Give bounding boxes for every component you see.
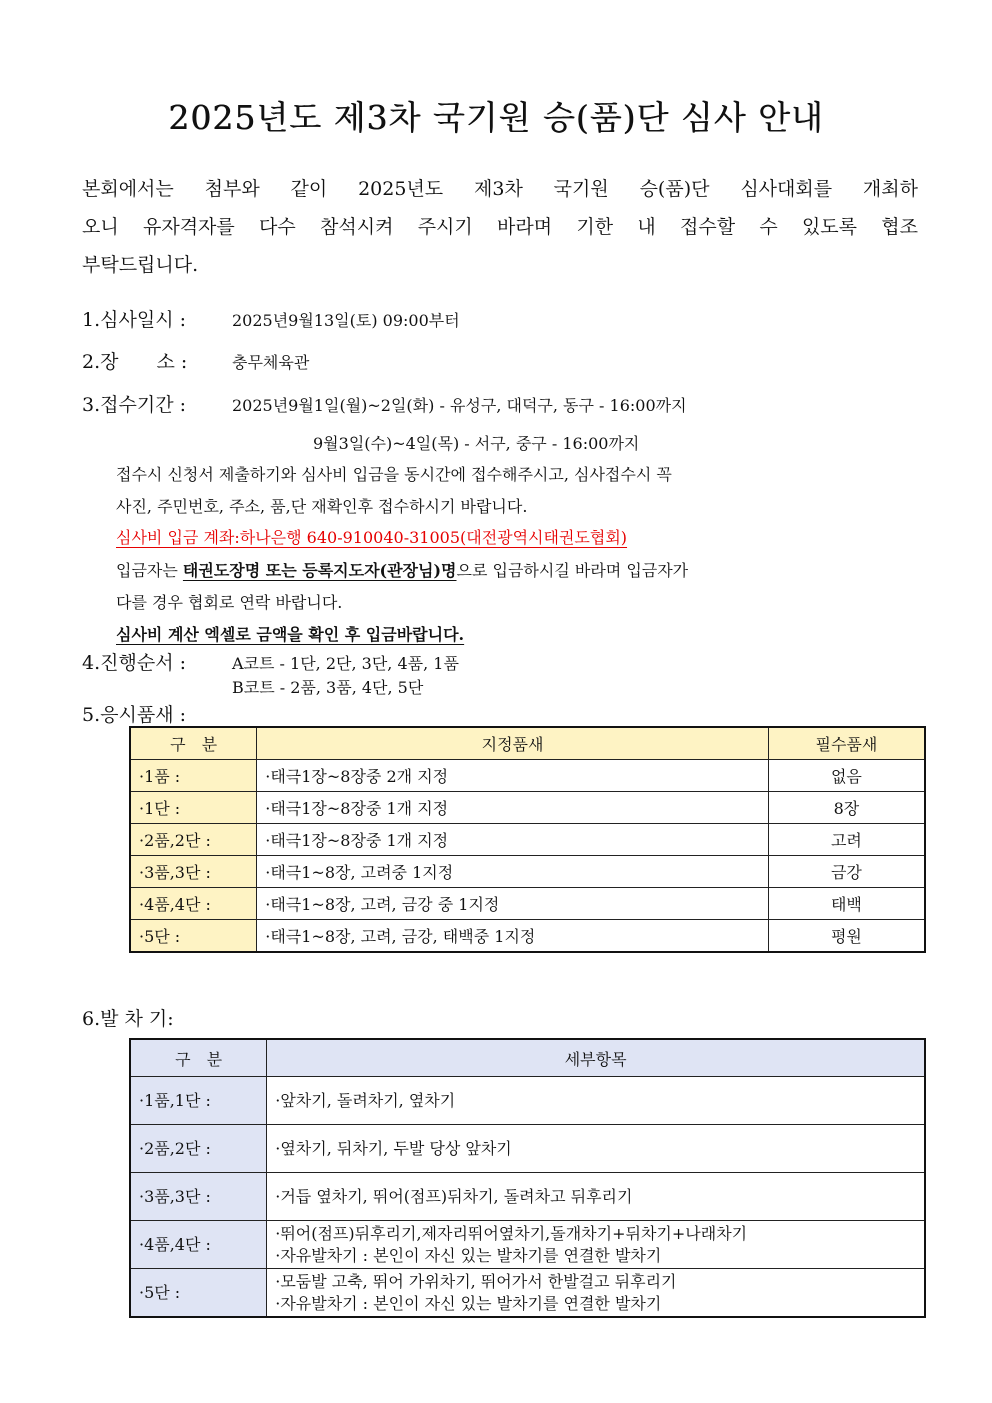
table-row [130, 1173, 925, 1221]
table-row [130, 1125, 925, 1173]
order-court-b: B코트 - 2품, 3품, 4단, 5단 [232, 678, 424, 697]
header-category: 구 분 [130, 1039, 267, 1077]
table-row [130, 1269, 925, 1318]
exam-date-row [82, 305, 460, 332]
intro-paragraph [82, 170, 918, 284]
row-details [267, 1125, 925, 1173]
poomsae-section-label: 5.응시품새 : [82, 704, 186, 726]
kick-section-label: 6.발 차 기: [82, 1008, 174, 1030]
row-designated: ·태극1장~8장중 1개 지정 [257, 824, 769, 856]
intro-line-1: 본회에서는 첨부와 같이 2025년도 제3차 국기원 승(품)단 심사대회를 개최하 [82, 178, 918, 200]
registration-period-2: 9월3일(수)~4일(목) - 서구, 중구 - 16:00까지 [313, 434, 640, 453]
row-required: 고려 [768, 824, 925, 856]
row-details [267, 1173, 925, 1221]
row-details [267, 1221, 925, 1269]
poomsae-table-header [130, 727, 925, 760]
depositor-notice [116, 558, 688, 581]
detail-line-2: ·자유발차기 : 본인이 자신 있는 발차기를 연결한 발차기 [275, 1245, 662, 1265]
row-designated: ·태극1~8장, 고려중 1지정 [257, 856, 769, 888]
registration-label: 3.접수기간 : [82, 394, 186, 416]
intro-line-2: 오니 유자격자를 다수 참석시켜 주시기 바라며 기한 내 접수할 수 있도록 협조 [82, 216, 918, 238]
table-row [130, 888, 925, 920]
header-designated: 지정품새 [257, 727, 769, 760]
row-required: 금강 [768, 856, 925, 888]
row-category: ·5단 : [130, 920, 257, 953]
exam-place-row [82, 347, 309, 374]
exam-date-value: 2025년9월13일(토) 09:00부터 [232, 311, 460, 330]
order-court-a: A코트 - 1단, 2단, 3단, 4품, 1품 [232, 654, 459, 673]
row-required: 태백 [768, 888, 925, 920]
row-category: ·5단 : [130, 1269, 267, 1318]
table-row [130, 1077, 925, 1125]
page-title: 2025년도 제3차 국기원 승(품)단 심사 안내 [168, 98, 824, 137]
table-row [130, 792, 925, 824]
header-details: 세부항목 [267, 1039, 925, 1077]
row-category: ·1단 : [130, 792, 257, 824]
row-required: 평원 [768, 920, 925, 953]
row-category: ·4품,4단 : [130, 1221, 267, 1269]
detail-line-1: ·앞차기, 돌려차기, 옆차기 [275, 1090, 456, 1110]
table-row [130, 1221, 925, 1269]
depositor-suffix: 으로 입금하시길 바라며 입금자가 [456, 561, 689, 580]
row-designated: ·태극1~8장, 고려, 금강, 태백중 1지정 [257, 920, 769, 953]
intro-line-3: 부탁드립니다. [82, 254, 199, 276]
depositor-prefix: 입금자는 [116, 561, 183, 580]
row-details [267, 1077, 925, 1125]
order-label: 4.진행순서 : [82, 652, 186, 674]
poomsae-table [129, 726, 926, 953]
row-required: 8장 [768, 792, 925, 824]
bank-account-notice: 심사비 입금 계좌:하나은행 640-910040-31005(대전광역시태권도협회) [116, 528, 628, 547]
kick-table-header [130, 1039, 925, 1077]
registration-note-2: 사진, 주민번호, 주소, 품,단 재확인후 접수하시기 바랍니다. [116, 497, 528, 516]
table-row [130, 824, 925, 856]
header-category: 구 분 [130, 727, 257, 760]
detail-line-1: ·옆차기, 뒤차기, 두발 당상 앞차기 [275, 1138, 512, 1158]
order-row [82, 648, 459, 675]
row-category: ·2품,2단 : [130, 1125, 267, 1173]
row-category: ·3품,3단 : [130, 1173, 267, 1221]
kick-table [129, 1038, 926, 1318]
header-required: 필수품새 [768, 727, 925, 760]
row-category: ·1품 : [130, 760, 257, 792]
row-designated: ·태극1~8장, 고려, 금강 중 1지정 [257, 888, 769, 920]
exam-place-value: 충무체육관 [232, 353, 310, 372]
table-row [130, 760, 925, 792]
detail-line-1: ·뛰어(점프)뒤후리기,제자리뛰어옆차기,돌개차기+뒤차기+나래차기 [275, 1223, 748, 1243]
exam-date-label: 1.심사일시 : [82, 309, 186, 331]
row-category: ·3품,3단 : [130, 856, 257, 888]
table-row [130, 920, 925, 953]
fee-calc-notice: 심사비 계산 엑셀로 금액을 확인 후 입금바랍니다. [116, 625, 465, 644]
row-category: ·4품,4단 : [130, 888, 257, 920]
exam-place-label: 2.장 소 : [82, 351, 188, 373]
row-category: ·1품,1단 : [130, 1077, 267, 1125]
row-designated: ·태극1장~8장중 1개 지정 [257, 792, 769, 824]
row-category: ·2품,2단 : [130, 824, 257, 856]
registration-period-1: 2025년9월1일(월)~2일(화) - 유성구, 대덕구, 동구 - 16:00까지 [232, 396, 687, 415]
row-required: 없음 [768, 760, 925, 792]
depositor-name-rule: 태권도장명 또는 등록지도자(관장님)명 [182, 561, 457, 580]
detail-line-1: ·모둠발 고축, 뛰어 가위차기, 뛰어가서 한발걸고 뒤후리기 [275, 1271, 677, 1291]
row-details [267, 1269, 925, 1318]
detail-line-2: ·자유발차기 : 본인이 자신 있는 발차기를 연결한 발차기 [275, 1293, 662, 1313]
registration-note-1: 접수시 신청서 제출하기와 심사비 입금을 동시간에 접수해주시고, 심사접수시 꼭 [116, 465, 672, 484]
row-designated: ·태극1장~8장중 2개 지정 [257, 760, 769, 792]
registration-row [82, 390, 687, 417]
detail-line-1: ·거듭 옆차기, 뛰어(점프)뒤차기, 돌려차고 뒤후리기 [275, 1186, 633, 1206]
table-row [130, 856, 925, 888]
depositor-notice-2: 다를 경우 협회로 연락 바랍니다. [116, 593, 343, 612]
